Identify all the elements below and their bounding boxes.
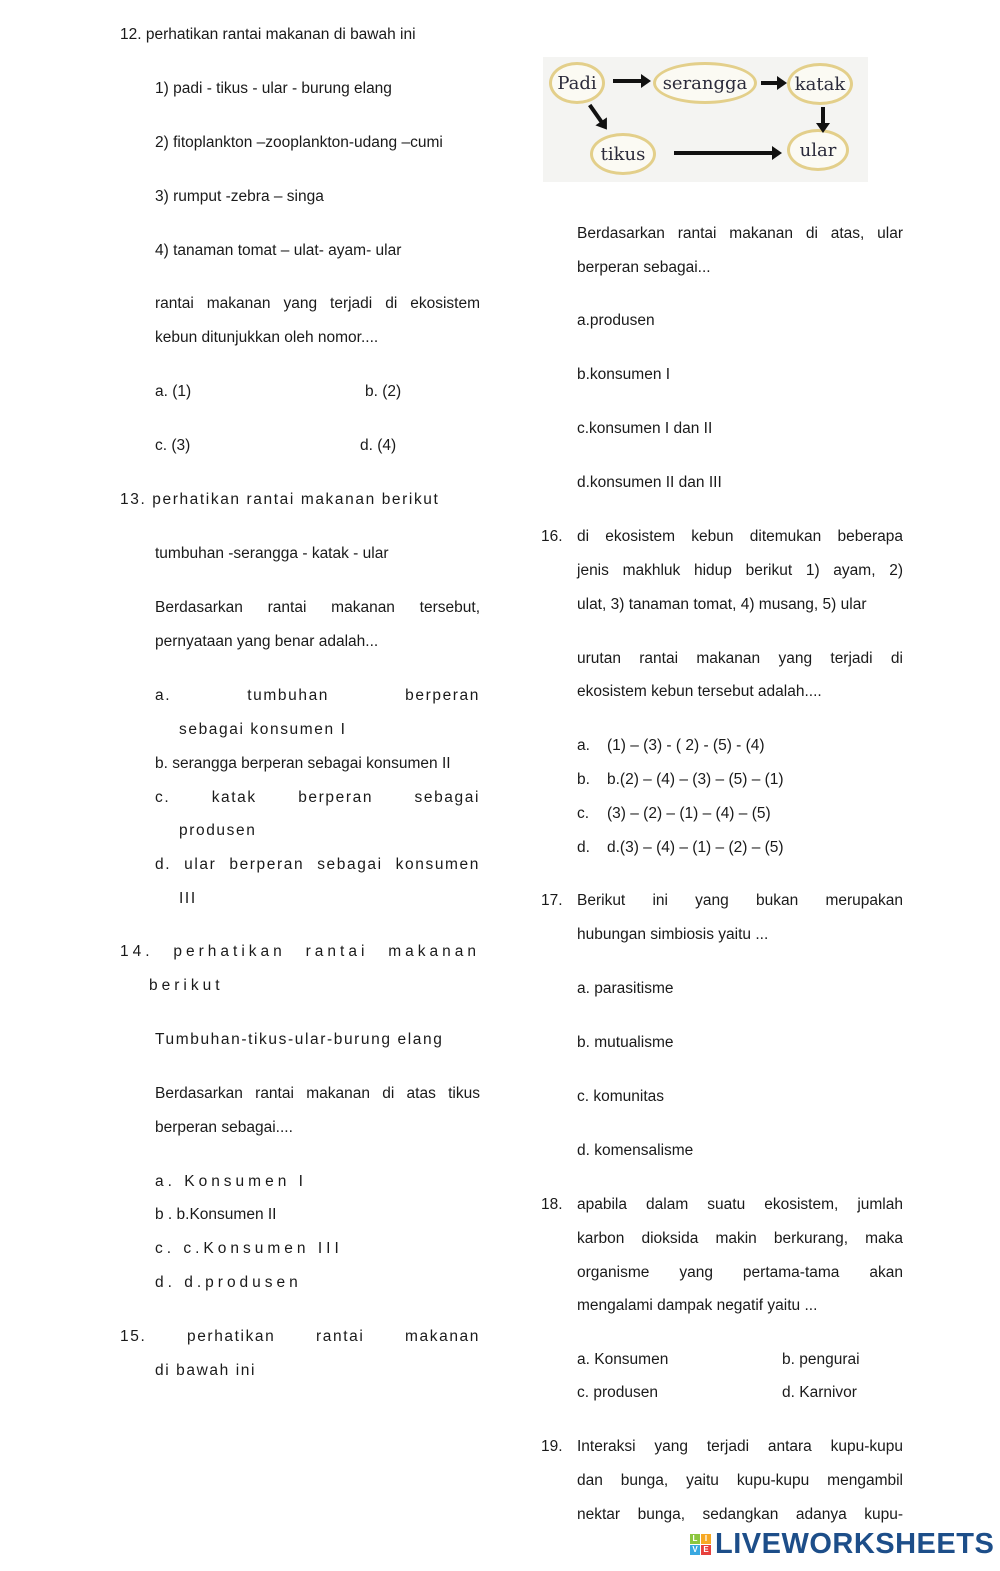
- diagram-node: tikus: [590, 133, 656, 175]
- arrow-icon: [588, 104, 604, 124]
- q16-question: jenis makhluk hidup berikut 1) ayam, 2): [577, 562, 903, 579]
- q13-option-d-cont: III: [179, 890, 197, 907]
- q14-option-a: a. Konsumen I: [155, 1173, 307, 1190]
- q18-option-a: a. Konsumen: [577, 1351, 669, 1368]
- q18-question: apabila dalam suatu ekosistem, jumlah: [577, 1196, 903, 1213]
- q16-option-b: b.(2) – (4) – (3) – (5) – (1): [607, 771, 784, 788]
- logo-tile: V: [690, 1545, 700, 1555]
- q12-item: 2) fitoplankton –zooplankton-udang –cumi: [155, 134, 443, 151]
- q18-option-d: d. Karnivor: [782, 1384, 857, 1401]
- q16-letter: d.: [577, 839, 590, 856]
- q12-question: rantai makanan yang terjadi di ekosistem: [155, 295, 480, 312]
- q19-question: Interaksi yang terjadi antara kupu-kupu: [577, 1438, 903, 1455]
- q16-question: urutan rantai makanan yang terjadi di: [577, 650, 903, 667]
- logo-tile: L: [690, 1534, 700, 1544]
- q16-letter: b.: [577, 771, 590, 788]
- q12-title: 12. perhatikan rantai makanan di bawah ini: [120, 26, 416, 43]
- q12-option-d: d. (4): [360, 437, 397, 454]
- q18-question: mengalami dampak negatif yaitu ...: [577, 1297, 818, 1314]
- q16-option-c: (3) – (2) – (1) – (4) – (5): [607, 805, 771, 822]
- logo-text: LIVEWORKSHEETS: [715, 1528, 995, 1560]
- q15-option-b: b.konsumen I: [577, 366, 671, 383]
- q19-question: nektar bunga, sedangkan adanya kupu-: [577, 1506, 903, 1523]
- q14-question: Berdasarkan rantai makanan di atas tikus: [155, 1085, 480, 1102]
- food-chain-diagram: [543, 57, 868, 182]
- q17-question: Berikut ini yang bukan merupakan: [577, 892, 903, 909]
- q13-question: pernyataan yang benar adalah...: [155, 633, 379, 650]
- q16-option-d: d.(3) – (4) – (1) – (2) – (5): [607, 839, 784, 856]
- q16-question: ulat, 3) tanaman tomat, 4) musang, 5) ular: [577, 596, 867, 613]
- q18-question: organisme yang pertama-tama akan: [577, 1264, 903, 1281]
- q15-question: berperan sebagai...: [577, 259, 711, 276]
- q13-chain: tumbuhan -serangga - katak - ular: [155, 545, 389, 562]
- q15-question: Berdasarkan rantai makanan di atas, ular: [577, 225, 903, 242]
- q16-question: ekosistem kebun tersebut adalah....: [577, 683, 822, 700]
- arrow-icon: [761, 81, 779, 85]
- q19-question: dan bunga, yaitu kupu-kupu mengambil: [577, 1472, 903, 1489]
- q12-option-a: a. (1): [155, 383, 192, 400]
- q13-option-b: b. serangga berperan sebagai konsumen II: [155, 755, 451, 772]
- q17-question: hubungan simbiosis yaitu ...: [577, 926, 769, 943]
- q13-option-d: d. ular berperan sebagai konsumen: [155, 856, 480, 873]
- q12-item: 3) rumput -zebra – singa: [155, 188, 324, 205]
- q18-option-b: b. pengurai: [782, 1351, 860, 1368]
- q12-item: 4) tanaman tomat – ulat- ayam- ular: [155, 242, 402, 259]
- q14-question: berperan sebagai....: [155, 1119, 293, 1136]
- logo-tiles-icon: [690, 1534, 711, 1555]
- q14-title: 14. perhatikan rantai makanan: [120, 943, 480, 960]
- q18-option-c: c. produsen: [577, 1384, 658, 1401]
- q17-number: 17.: [541, 892, 563, 909]
- logo-tile: E: [701, 1545, 711, 1555]
- diagram-node: katak: [787, 63, 853, 105]
- q15-option-a: a.produsen: [577, 312, 655, 329]
- q16-number: 16.: [541, 528, 563, 545]
- q16-letter: c.: [577, 805, 590, 822]
- q14-option-c: c. c.Konsumen III: [155, 1240, 343, 1257]
- q13-option-a-cont: sebagai konsumen I: [179, 721, 347, 738]
- q12-option-b: b. (2): [365, 383, 402, 400]
- q14-option-b: b . b.Konsumen II: [155, 1206, 277, 1223]
- q14-title-cont: berikut: [149, 977, 224, 994]
- q13-option-a: a. tumbuhan berperan: [155, 687, 480, 704]
- q13-question: Berdasarkan rantai makanan tersebut,: [155, 599, 480, 616]
- q12-option-c: c. (3): [155, 437, 191, 454]
- q15-title: 15. perhatikan rantai makanan: [120, 1328, 480, 1345]
- q17-option-b: b. mutualisme: [577, 1034, 674, 1051]
- q17-option-a: a. parasitisme: [577, 980, 674, 997]
- arrow-icon: [674, 151, 774, 155]
- diagram-node: Padi: [549, 62, 605, 104]
- q19-number: 19.: [541, 1438, 563, 1455]
- logo-tile: I: [701, 1534, 711, 1544]
- q15-title-cont: di bawah ini: [155, 1362, 257, 1379]
- arrow-icon: [821, 107, 825, 125]
- q18-number: 18.: [541, 1196, 563, 1213]
- q12-item: 1) padi - tikus - ular - burung elang: [155, 80, 392, 97]
- q17-option-d: d. komensalisme: [577, 1142, 694, 1159]
- q16-question: di ekosistem kebun ditemukan beberapa: [577, 528, 903, 545]
- q16-letter: a.: [577, 737, 590, 754]
- q14-chain: Tumbuhan-tikus-ular-burung elang: [155, 1031, 444, 1048]
- q17-option-c: c. komunitas: [577, 1088, 665, 1105]
- q15-option-d: d.konsumen II dan III: [577, 474, 722, 491]
- q18-question: karbon dioksida makin berkurang, maka: [577, 1230, 903, 1247]
- arrow-icon: [613, 79, 643, 83]
- q13-option-c: c. katak berperan sebagai: [155, 789, 480, 806]
- q15-option-c: c.konsumen I dan II: [577, 420, 713, 437]
- q13-title: 13. perhatikan rantai makanan berikut: [120, 491, 440, 508]
- q16-option-a: (1) – (3) - ( 2) - (5) - (4): [607, 737, 765, 754]
- q13-option-c-cont: produsen: [179, 822, 257, 839]
- q14-option-d: d. d.produsen: [155, 1274, 302, 1291]
- diagram-node: serangga: [653, 62, 757, 104]
- liveworksheets-logo: [690, 1528, 994, 1561]
- diagram-node: ular: [787, 129, 849, 171]
- q12-question: kebun ditunjukkan oleh nomor....: [155, 329, 379, 346]
